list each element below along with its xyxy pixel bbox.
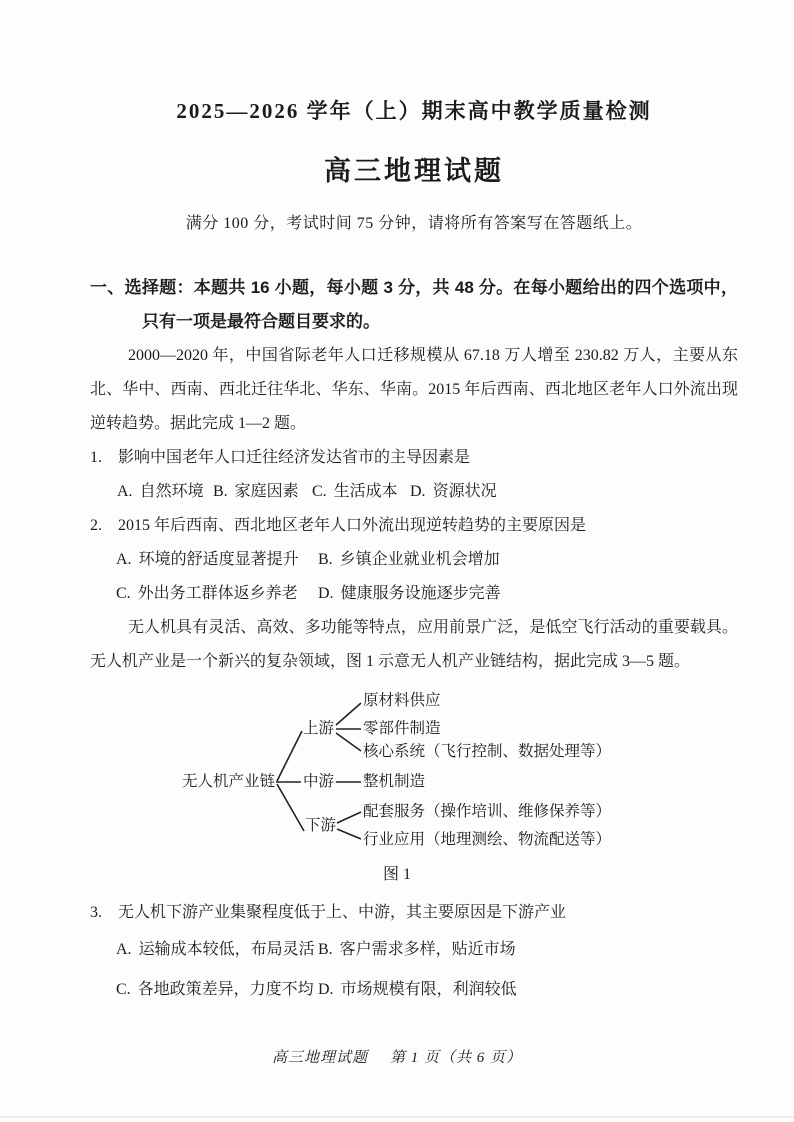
- option-label: D.: [410, 483, 426, 500]
- option-a: [116, 543, 318, 577]
- page-footer: [0, 1046, 794, 1067]
- option-b: [318, 543, 738, 577]
- industry-chain-diagram: [170, 685, 710, 857]
- section-one-heading: 一、选择题：本题共 16 小题，每小题 3 分，共 48 分。在每小题给出的四个选项中，只有一项是最符合题目要求的。: [90, 278, 738, 331]
- option-d: [410, 475, 738, 509]
- diagram-branch-downstream-label: 下游: [305, 817, 337, 834]
- question-2: [90, 509, 738, 611]
- question-stem: 2015 年后西南、西北地区老年人口外流出现逆转趋势的主要原因是: [118, 517, 587, 534]
- option-label: D.: [318, 585, 334, 602]
- option-a: [117, 475, 213, 509]
- option-label: B.: [213, 483, 228, 500]
- exam-session-header: 2025—2026 学年（上）期末高中教学质量检测: [176, 99, 652, 123]
- diagram-branch-midstream-label: 中游: [303, 773, 335, 790]
- question-3-options: [116, 930, 738, 1010]
- option-d: [318, 577, 738, 611]
- option-b: [213, 475, 312, 509]
- option-text: 家庭因素: [234, 483, 299, 500]
- diagram-node-core-systems: 核心系统（飞行控制、数据处理等）: [363, 743, 612, 760]
- option-b: [318, 930, 738, 970]
- option-label: B.: [318, 941, 333, 958]
- passage-elderly-migration: 2000—2020 年，中国省际老年人口迁移规模从 67.18 万人增至 230.82 万人，主要从东北、华中、西南、西北迁往华北、华东、华南。2015 年后西南、西北地区老年人口外流出现逆转趋势。据此完成 1—2 题。: [90, 347, 738, 432]
- option-c: [116, 970, 318, 1010]
- option-text: 客户需求多样，贴近市场: [339, 941, 516, 958]
- option-label: C.: [312, 483, 327, 500]
- page-title: 高三地理试题: [324, 156, 504, 186]
- diagram-node-industry-applications: 行业应用（地理测绘、物流配送等）: [363, 831, 612, 848]
- option-label: A.: [116, 941, 132, 958]
- exam-instructions: 满分 100 分，考试时间 75 分钟，请将所有答案写在答题纸上。: [185, 215, 643, 232]
- diagram-root-label: 无人机产业链: [182, 773, 276, 790]
- option-label: A.: [116, 551, 132, 568]
- option-c: [116, 577, 318, 611]
- question-3: [90, 896, 738, 1010]
- footer-doc-name: 高三地理试题: [271, 1050, 368, 1066]
- question-stem: 无人机下游产业集聚程度低于上、中游，其主要原因是下游产业: [118, 904, 567, 921]
- footer-page-number: 第 1 页（共 6 页）: [390, 1050, 523, 1066]
- question-2-stem-row: [90, 509, 738, 543]
- passage-drone-industry: 无人机具有灵活、高效、多功能等特点，应用前景广泛，是低空飞行活动的重要载具。无人机产业是一个新兴的复杂领域，图 1 示意无人机产业链结构，据此完成 3—5 题。: [90, 619, 738, 670]
- diagram-node-parts-manufacturing: 零部件制造: [363, 720, 441, 737]
- diagram-node-complete-assembly: 整机制造: [363, 773, 426, 790]
- question-number: 1.: [90, 449, 102, 466]
- option-label: D.: [318, 981, 334, 998]
- option-text: 自然环境: [139, 483, 204, 500]
- option-a: [116, 930, 318, 970]
- option-text: 乡镇企业就业机会增加: [339, 551, 500, 568]
- question-number: 2.: [90, 517, 102, 534]
- diagram-branch-upstream-label: 上游: [303, 720, 335, 737]
- question-number: 3.: [90, 904, 102, 921]
- question-2-options: [116, 543, 738, 611]
- option-label: B.: [318, 551, 333, 568]
- diagram-node-raw-materials: 原材料供应: [363, 692, 441, 709]
- question-1: [90, 441, 738, 509]
- figure-caption: 图 1: [382, 866, 411, 883]
- option-c: [312, 475, 410, 509]
- option-label: C.: [116, 585, 131, 602]
- option-text: 外出务工群体返乡养老: [137, 585, 298, 602]
- scan-artifact-line: [0, 1116, 794, 1118]
- option-label: C.: [116, 981, 131, 998]
- option-text: 各地政策差异，力度不均: [137, 981, 314, 998]
- option-text: 环境的舒适度显著提升: [138, 551, 299, 568]
- option-label: A.: [117, 483, 133, 500]
- question-1-options: [117, 475, 738, 509]
- option-text: 资源状况: [432, 483, 497, 500]
- option-text: 生活成本: [333, 483, 398, 500]
- option-text: 健康服务设施逐步完善: [340, 585, 501, 602]
- option-text: 运输成本较低，布局灵活: [138, 941, 315, 958]
- question-3-stem-row: [90, 896, 738, 930]
- option-d: [318, 970, 738, 1010]
- page-content: [90, 0, 738, 1010]
- question-stem: 影响中国老年人口迁往经济发达省市的主导因素是: [118, 449, 471, 466]
- diagram-node-support-services: 配套服务（操作培训、维修保养等）: [363, 803, 612, 820]
- option-text: 市场规模有限，利润较低: [340, 981, 517, 998]
- question-1-stem-row: [90, 441, 738, 475]
